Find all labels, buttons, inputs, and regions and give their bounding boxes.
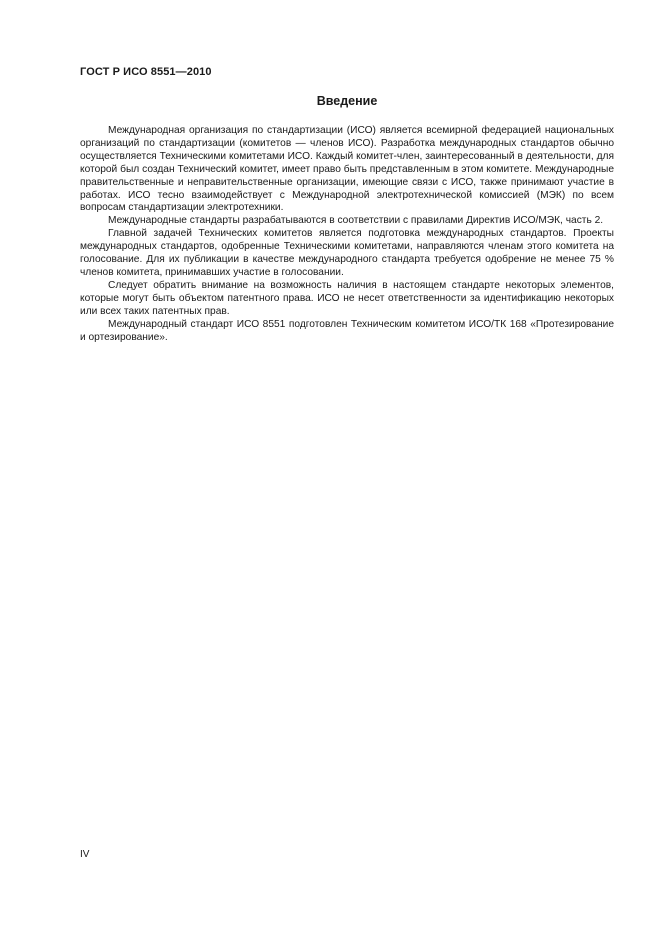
paragraph-patent-notice: Следует обратить внимание на возможность наличия в настоящем стандарте некоторых элементов, которые могут быть объектом патентного права. ИСО не несет ответственности за идентификацию некоторых или всех таких патентных прав. — [80, 279, 614, 317]
paragraph-prepared-by: Международный стандарт ИСО 8551 подготовлен Техническим комитетом ИСО/ТК 168 «Протезирование и ортезирование». — [80, 318, 614, 343]
paragraph-iso-description: Международная организация по стандартизации (ИСО) является всемирной федерацией национальных организаций по стандартизации (комитетов — членов ИСО). Разработка международных стандартов обычно осуществляется Техническими комитетами ИСО. Каждый комитет-член, заинтересованный в деятельности, для которой был создан Технический комитет, имеет право быть представленным в этом комитете. Международные правительственные и неправительственные организации, имеющие связи с ИСО, также принимают участие в работах. ИСО тесно взаимодействует с Международной электротехнической комиссией (МЭК) по всем вопросам стандартизации электротехники. — [80, 125, 614, 214]
page-number: IV — [80, 849, 90, 860]
body-text — [80, 125, 614, 344]
paragraph-directives: Международные стандарты разрабатываются в соответствии с правилами Директив ИСО/МЭК, часть 2. — [108, 215, 604, 227]
document-header: ГОСТ Р ИСО 8551—2010 — [80, 66, 212, 78]
section-title: Введение — [316, 94, 378, 108]
paragraph-committee-task: Главной задачей Технических комитетов является подготовка международных стандартов. Проекты международных стандартов, одобренные Техническими комитетами, направляются членам этого комитета на голосование. Для их публикации в качестве международного стандарта требуется одобрение не менее 75 % членов комитета, принимавших участие в голосовании. — [80, 228, 614, 278]
